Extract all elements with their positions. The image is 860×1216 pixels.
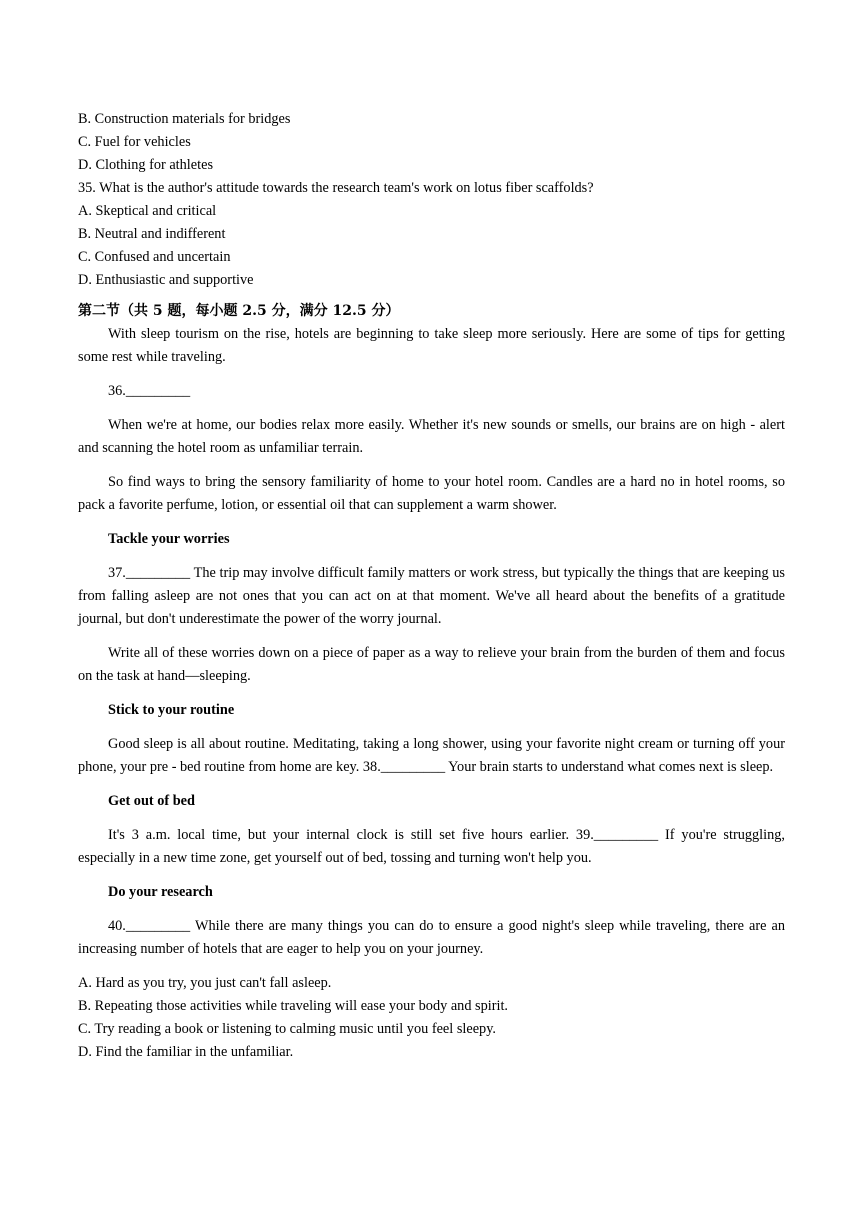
- q35-option-d: D. Enthusiastic and supportive: [78, 272, 254, 288]
- document-page: [78, 108, 785, 1064]
- answer-option-d: D. Find the familiar in the unfamiliar.: [78, 1044, 294, 1060]
- paragraph-familiar: So find ways to bring the sensory familiarity of home to your hotel room. Candles are a hard no in hotel rooms, so pack a favorite perfume, lotion, or essential oil that can supplement a warm shower.: [78, 474, 785, 513]
- paragraph-38: Good sleep is all about routine. Meditating, taking a long shower, using your favorite night cream or turning off your phone, your pre - bed routine from home are key. 38._________ Your brain starts to understand what comes next is sleep.: [78, 736, 785, 775]
- paragraph-40: 40._________ While there are many things you can do to ensure a good night's sleep while traveling, there are an increasing number of hotels that are eager to help you on your journey.: [78, 918, 785, 957]
- option-c-prev: C. Fuel for vehicles: [78, 134, 191, 150]
- heading-worries: Tackle your worries: [108, 531, 230, 547]
- paragraph-37: 37._________ The trip may involve difficult family matters or work stress, but typically the things that are keeping us from falling asleep are not ones that you can act on at that moment. We've all heard about the benefits of a gratitude journal, but don't underestimate the power of the worry journal.: [78, 565, 785, 627]
- intro-paragraph: With sleep tourism on the rise, hotels are beginning to take sleep more seriously. Here are some of tips for getting some rest while traveling.: [78, 326, 785, 365]
- option-d-prev: D. Clothing for athletes: [78, 157, 214, 173]
- q35-option-b: B. Neutral and indifferent: [78, 226, 226, 242]
- question-35: 35. What is the author's attitude towards the research team's work on lotus fiber scaffolds?: [78, 180, 594, 196]
- paragraph-home: When we're at home, our bodies relax more easily. Whether it's new sounds or smells, our brains are on high - alert and scanning the hotel room as unfamiliar terrain.: [78, 417, 785, 456]
- answer-option-c: C. Try reading a book or listening to calming music until you feel sleepy.: [78, 1021, 496, 1037]
- blank-36: 36._________: [108, 383, 191, 399]
- answer-options: [78, 972, 785, 1064]
- q35-option-a: A. Skeptical and critical: [78, 203, 217, 219]
- answer-option-b: B. Repeating those activities while traveling will ease your body and spirit.: [78, 998, 509, 1014]
- heading-routine: Stick to your routine: [108, 702, 235, 718]
- paragraph-39: It's 3 a.m. local time, but your internal clock is still set five hours earlier. 39._________ If you're struggling, especially in a new time zone, get yourself out of bed, tossing and turning won't help you.: [78, 827, 785, 866]
- paragraph-write: Write all of these worries down on a piece of paper as a way to relieve your brain from the burden of them and focus on the task at hand—sleeping.: [78, 645, 785, 684]
- answer-option-a: A. Hard as you try, you just can't fall asleep.: [78, 975, 332, 991]
- option-b-prev: B. Construction materials for bridges: [78, 111, 291, 127]
- section-title: 第二节（共 5 题，每小题 2.5 分，满分 12.5 分）: [78, 303, 400, 319]
- heading-research: Do your research: [108, 884, 213, 900]
- heading-get-out-of-bed: Get out of bed: [108, 793, 195, 809]
- q35-option-c: C. Confused and uncertain: [78, 249, 231, 265]
